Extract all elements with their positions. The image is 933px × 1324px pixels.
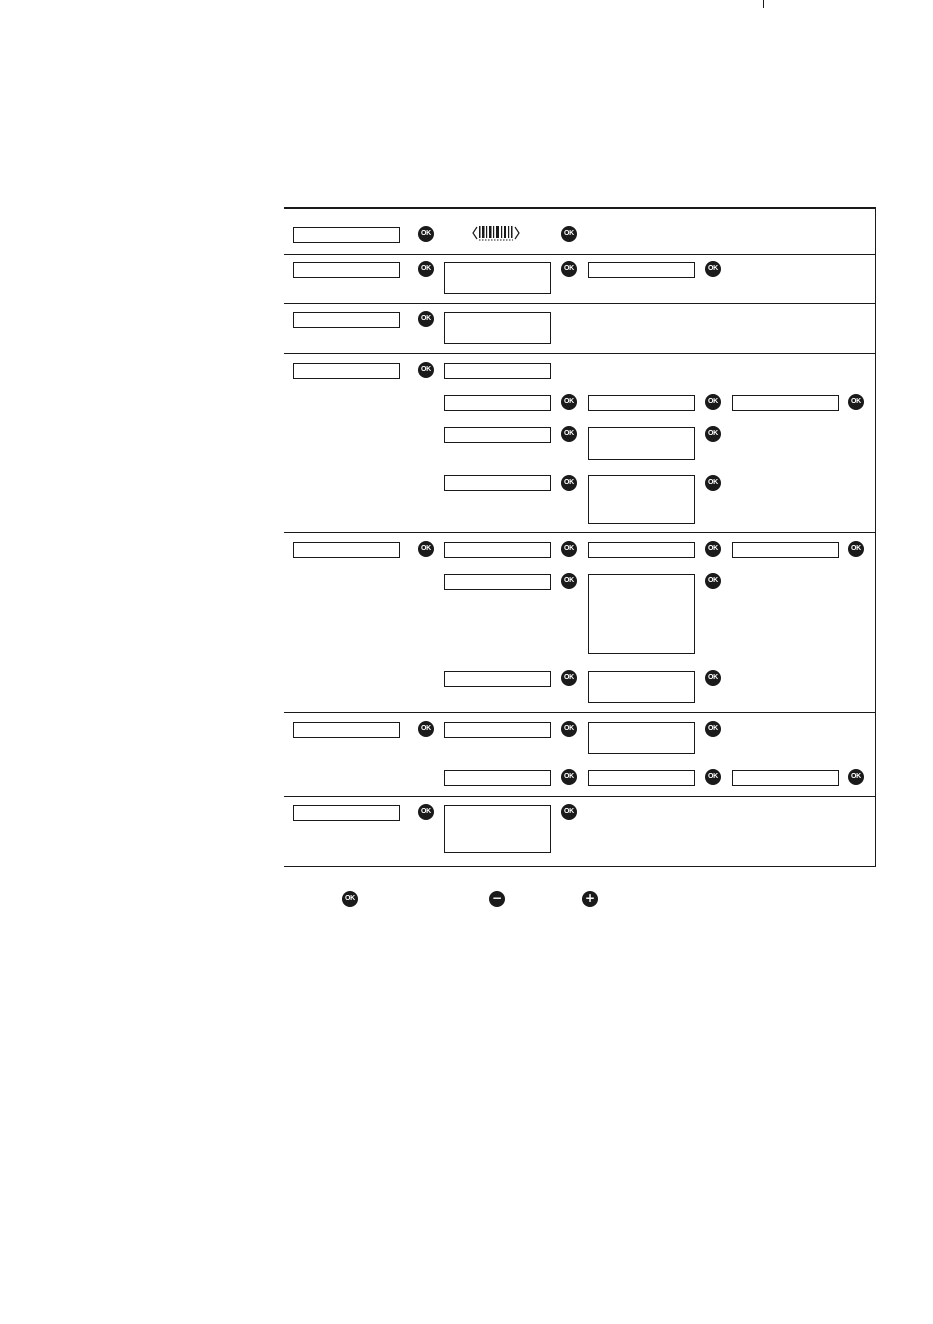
menu-item-box: [293, 805, 400, 821]
ok-button-icon[interactable]: OK: [561, 573, 577, 589]
row-separator: [284, 303, 875, 304]
row-separator: [284, 254, 875, 255]
option-box: [588, 722, 695, 754]
ok-button-icon[interactable]: OK: [705, 573, 721, 589]
ok-button-icon[interactable]: OK: [342, 891, 358, 907]
ok-button-icon[interactable]: OK: [705, 261, 721, 277]
option-box: [588, 770, 695, 786]
submenu-option-box: [444, 542, 551, 558]
ok-button-icon[interactable]: OK: [561, 226, 577, 242]
ok-button-icon[interactable]: OK: [418, 721, 434, 737]
row-separator: [284, 532, 875, 533]
menu-item-box: [293, 312, 400, 328]
option-box: [588, 475, 695, 524]
ok-button-icon[interactable]: OK: [561, 670, 577, 686]
option-box: [588, 395, 695, 411]
submenu-option-box: [444, 722, 551, 738]
menu-item-box: [293, 542, 400, 558]
submenu-option-box: [444, 770, 551, 786]
submenu-option-box: [444, 671, 551, 687]
page-edge-mark: [763, 0, 764, 8]
submenu-option-box: [444, 574, 551, 590]
option-box: [588, 671, 695, 703]
minus-button-icon[interactable]: −: [489, 891, 505, 907]
submenu-option-box: [444, 475, 551, 491]
ok-button-icon[interactable]: OK: [705, 769, 721, 785]
ok-button-icon[interactable]: OK: [848, 394, 864, 410]
submenu-box: [444, 805, 551, 853]
menu-item-box: [293, 262, 400, 278]
ok-button-icon[interactable]: OK: [561, 769, 577, 785]
ok-button-icon[interactable]: OK: [705, 670, 721, 686]
ok-button-icon[interactable]: OK: [561, 426, 577, 442]
submenu-option-box: [444, 395, 551, 411]
ok-button-icon[interactable]: OK: [561, 475, 577, 491]
ok-button-icon[interactable]: OK: [561, 541, 577, 557]
value-box: [732, 395, 839, 411]
submenu-box: [444, 262, 551, 294]
option-box: [588, 542, 695, 558]
ok-button-icon[interactable]: OK: [705, 426, 721, 442]
submenu-box: [444, 363, 551, 379]
menu-flow-diagram: [284, 207, 876, 867]
ok-button-icon[interactable]: OK: [705, 475, 721, 491]
ok-button-icon[interactable]: OK: [418, 226, 434, 242]
ok-button-icon[interactable]: OK: [561, 721, 577, 737]
ok-button-icon[interactable]: OK: [418, 804, 434, 820]
menu-item-box: [293, 722, 400, 738]
value-box: [732, 542, 839, 558]
ok-button-icon[interactable]: OK: [561, 394, 577, 410]
plus-button-icon[interactable]: +: [582, 891, 598, 907]
ok-button-icon[interactable]: OK: [418, 362, 434, 378]
ok-button-icon[interactable]: OK: [848, 769, 864, 785]
ok-button-icon[interactable]: OK: [705, 394, 721, 410]
row-separator: [284, 712, 875, 713]
ok-button-icon[interactable]: OK: [561, 804, 577, 820]
submenu-box: [444, 312, 551, 344]
ok-button-icon[interactable]: OK: [418, 261, 434, 277]
menu-item-box: [293, 363, 400, 379]
ok-button-icon[interactable]: OK: [418, 541, 434, 557]
ok-button-icon[interactable]: OK: [418, 311, 434, 327]
submenu-option-box: [444, 427, 551, 443]
option-box: [588, 574, 695, 654]
row-separator: [284, 353, 875, 354]
ok-button-icon[interactable]: OK: [705, 721, 721, 737]
lcd-barcode-icon: [472, 224, 520, 242]
menu-item-box: [293, 227, 400, 243]
option-box: [588, 262, 695, 278]
ok-button-icon[interactable]: OK: [561, 261, 577, 277]
row-separator: [284, 796, 875, 797]
value-box: [732, 770, 839, 786]
ok-button-icon[interactable]: OK: [848, 541, 864, 557]
option-box: [588, 427, 695, 460]
ok-button-icon[interactable]: OK: [705, 541, 721, 557]
